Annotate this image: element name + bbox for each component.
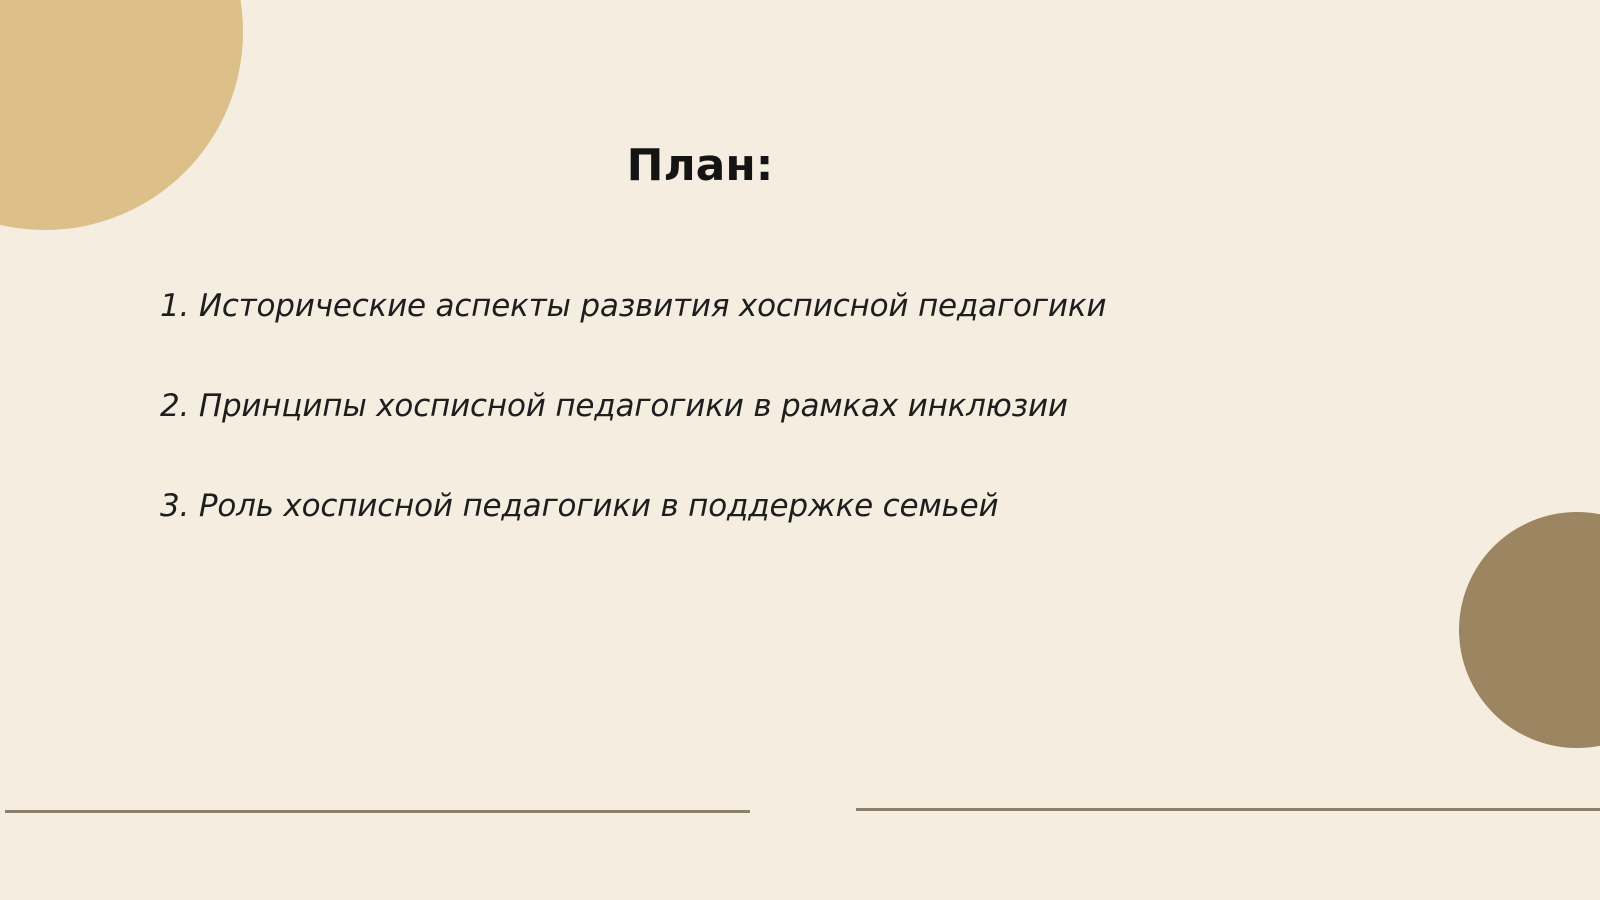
slide-title: План: <box>626 140 774 191</box>
decorative-circle-top-left <box>0 0 243 230</box>
decorative-circle-bottom-right <box>1459 512 1600 748</box>
plan-item-3: 3. Роль хосписной педагогики в поддержке семьей <box>160 488 999 524</box>
divider-line-left <box>5 810 750 813</box>
plan-item-2: 2. Принципы хосписной педагогики в рамках инклюзии <box>160 388 1068 424</box>
plan-item-1: 1. Исторические аспекты развития хосписной педагогики <box>160 288 1107 324</box>
divider-line-right <box>856 808 1600 811</box>
